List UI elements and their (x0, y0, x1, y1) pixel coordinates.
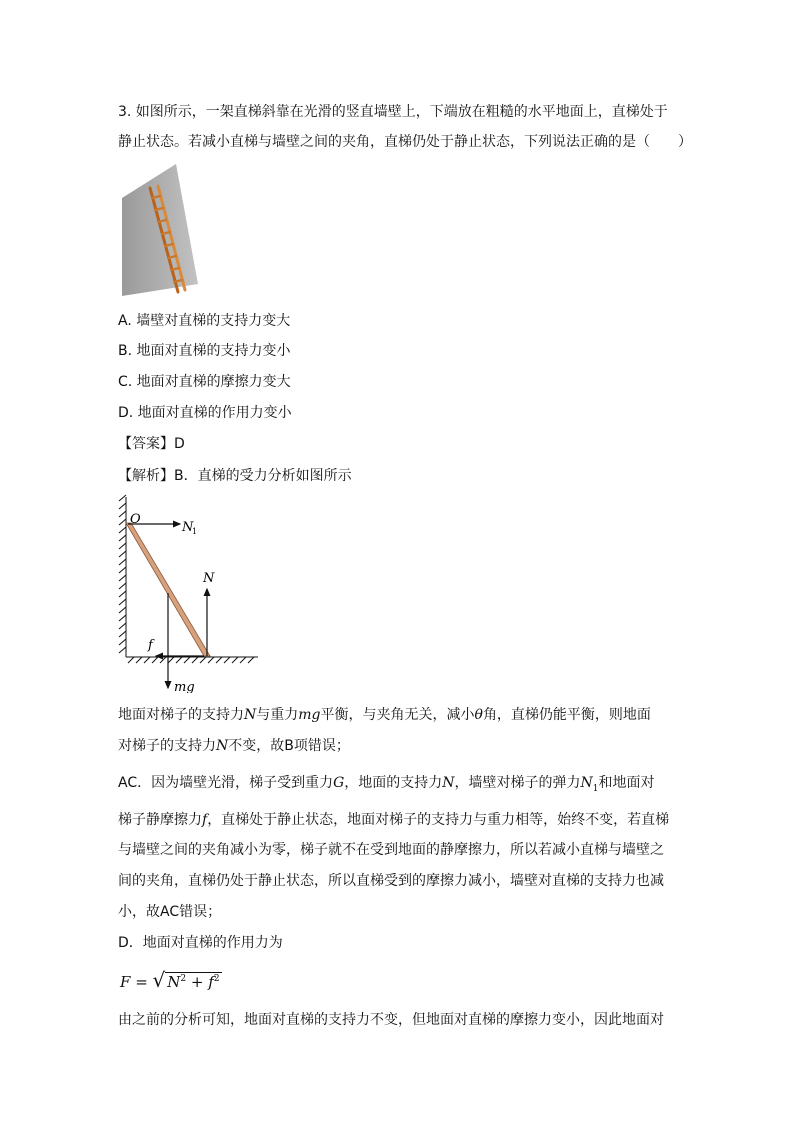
answer-line: 【答案】D (118, 436, 185, 452)
final-line: 由之前的分析可知，地面对直梯的支持力不变，但地面对直梯的摩擦力变小，因此地面对 (118, 1012, 664, 1028)
para2-line-2 (118, 810, 669, 830)
label-f: f (148, 638, 153, 653)
text-segment: 地面对梯子的支持力 (118, 707, 244, 723)
label-n: N (203, 571, 215, 586)
text-segment: 与重力 (256, 707, 299, 723)
symbol-n: N (244, 707, 257, 723)
text-segment: 不变，故B项错误； (228, 738, 350, 754)
para2-line-1 (118, 773, 655, 799)
ladder-wall-illustration (118, 162, 198, 298)
text-segment: 平衡，与夹角无关，减小 (320, 707, 475, 723)
text-segment: 对梯子的支持力 (118, 738, 216, 754)
symbol-n: N (216, 738, 229, 754)
option-c: C. 地面对直梯的摩擦力变大 (118, 374, 291, 390)
question-line-1: 3. 如图所示，一架直梯斜靠在光滑的竖直墙壁上，下端放在粗糙的水平地面上，直梯处于 (118, 104, 668, 120)
sqrt-body (165, 972, 221, 991)
sqrt-sign-icon: √ (152, 968, 166, 992)
para3-line-1: D．地面对直梯的作用力为 (118, 935, 283, 951)
symbol-theta: θ (474, 707, 483, 723)
formula-n: N (167, 973, 181, 991)
symbol-mg: mg (298, 707, 321, 723)
label-n1: N (182, 520, 194, 535)
ground-hatching (126, 657, 258, 663)
label-n1-subscript: 1 (192, 527, 198, 536)
symbol-n1: N (580, 775, 593, 791)
text-segment: 角，直梯仍能平衡，则地面 (482, 707, 651, 723)
para2-line-5: 小，故AC错误； (118, 904, 222, 920)
formula-f-symbol: F (120, 973, 131, 991)
option-b: B. 地面对直梯的支持力变小 (118, 343, 291, 359)
text-segment: 和地面对 (598, 775, 655, 791)
analysis-header: 【解析】B．直梯的受力分析如图所示 (118, 468, 352, 484)
para1-line-2 (118, 736, 350, 756)
para1-line-1 (118, 705, 651, 725)
force-formula (120, 968, 222, 993)
formula-exponent: 2 (213, 974, 220, 984)
symbol-n1-subscript: 1 (592, 783, 599, 794)
para2-line-3: 与墙壁之间的夹角减小为零，梯子就不在受到地面的静摩擦力，所以若减小直梯与墙壁之 (118, 842, 664, 858)
option-d: D. 地面对直梯的作用力变小 (118, 405, 292, 421)
formula-f: f (208, 973, 214, 991)
para2-line-4: 间的夹角，直梯仍处于静止状态，所以直梯受到的摩擦力减小，墙壁对直梯的支持力也减 (118, 873, 664, 889)
label-o: O (130, 512, 141, 527)
text-segment: ，墙壁对梯子的弹力 (454, 775, 581, 791)
symbol-g: G (333, 775, 345, 791)
symbol-f: f (202, 812, 208, 828)
text-segment: 梯子静摩擦力 (118, 812, 202, 828)
wall-hatching (119, 495, 126, 657)
text-segment: ，直梯处于静止状态，地面对梯子的支持力与重力相等，始终不变，若直梯 (207, 812, 670, 828)
label-mg: mg (174, 680, 195, 693)
option-a: A. 墙壁对直梯的支持力变大 (118, 313, 291, 329)
text-segment: ，地面的支持力 (344, 775, 443, 791)
symbol-n: N (442, 775, 455, 791)
formula-equals: = (130, 973, 153, 991)
formula-exponent: 2 (180, 974, 187, 984)
text-segment: AC．因为墙壁光滑，梯子受到重力 (118, 775, 334, 791)
formula-plus: + (186, 973, 209, 991)
question-line-2: 静止状态。若减小直梯与墙壁之间的夹角，直梯仍处于静止状态，下列说法正确的是（ ） (118, 134, 692, 150)
force-diagram (118, 493, 268, 693)
